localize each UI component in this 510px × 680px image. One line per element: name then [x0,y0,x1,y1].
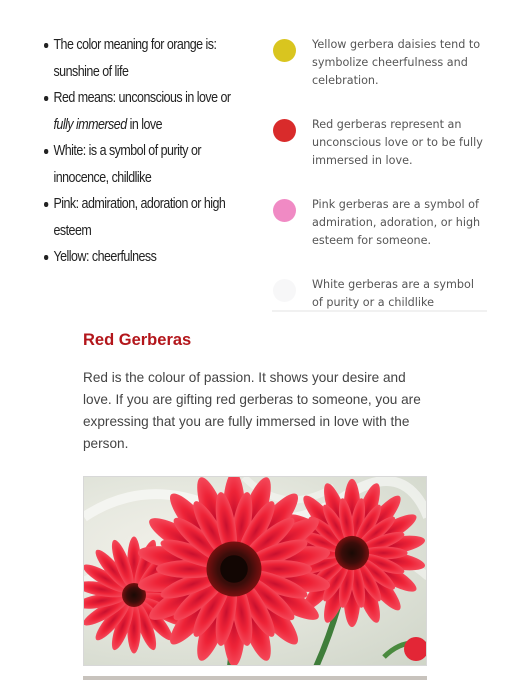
list-item [44,85,246,138]
list-item-line: Pink: admiration, adoration or high [53,196,226,212]
list-item [44,32,246,85]
list-item-line: The color meaning for orange is: [53,37,217,53]
legend-text: White gerberas are a symbol of purity or a childlike [312,278,474,309]
list-item-line: in love [126,116,163,133]
list-item [44,191,246,244]
gerbera-illustration [84,477,427,666]
section-heading: Red Gerberas [83,331,192,349]
list-item [44,138,246,191]
section-paragraph: Red is the colour of passion. It shows your desire and love. If you are gifting red gerberas to someone, you are expressing that you are fully immersed in love with the person. [83,370,421,451]
legend-scroll-divider [272,310,487,312]
pink-dot-icon [273,199,296,222]
list-item-line: Red means: unconscious in love or [53,90,231,106]
list-item-line: innocence, childlike [53,169,152,186]
white-dot-icon [273,279,296,302]
legend-text: Red gerberas represent an unconscious love or to be fully immersed in love. [312,118,483,167]
list-item-line: White: is a symbol of purity or [53,143,202,159]
flower-meaning-list [44,32,244,271]
list-item [44,244,246,271]
yellow-dot-icon [273,39,296,62]
legend-text: Pink gerberas are a symbol of admiration, adoration, or high esteem for someone. [312,198,481,247]
legend-text: Yellow gerbera daisies tend to symbolize cheerfulness and celebration. [312,38,481,87]
list-item-line: Yellow: cheerfulness [53,249,157,265]
color-legend [272,36,487,312]
red-dot-icon [273,119,296,142]
list-item-line: esteem [53,222,92,239]
next-image-edge [83,676,427,680]
list-item-line: sunshine of life [53,63,129,80]
red-gerbera-photo [83,476,427,666]
list-item-emphasis: fully immersed [53,116,127,133]
